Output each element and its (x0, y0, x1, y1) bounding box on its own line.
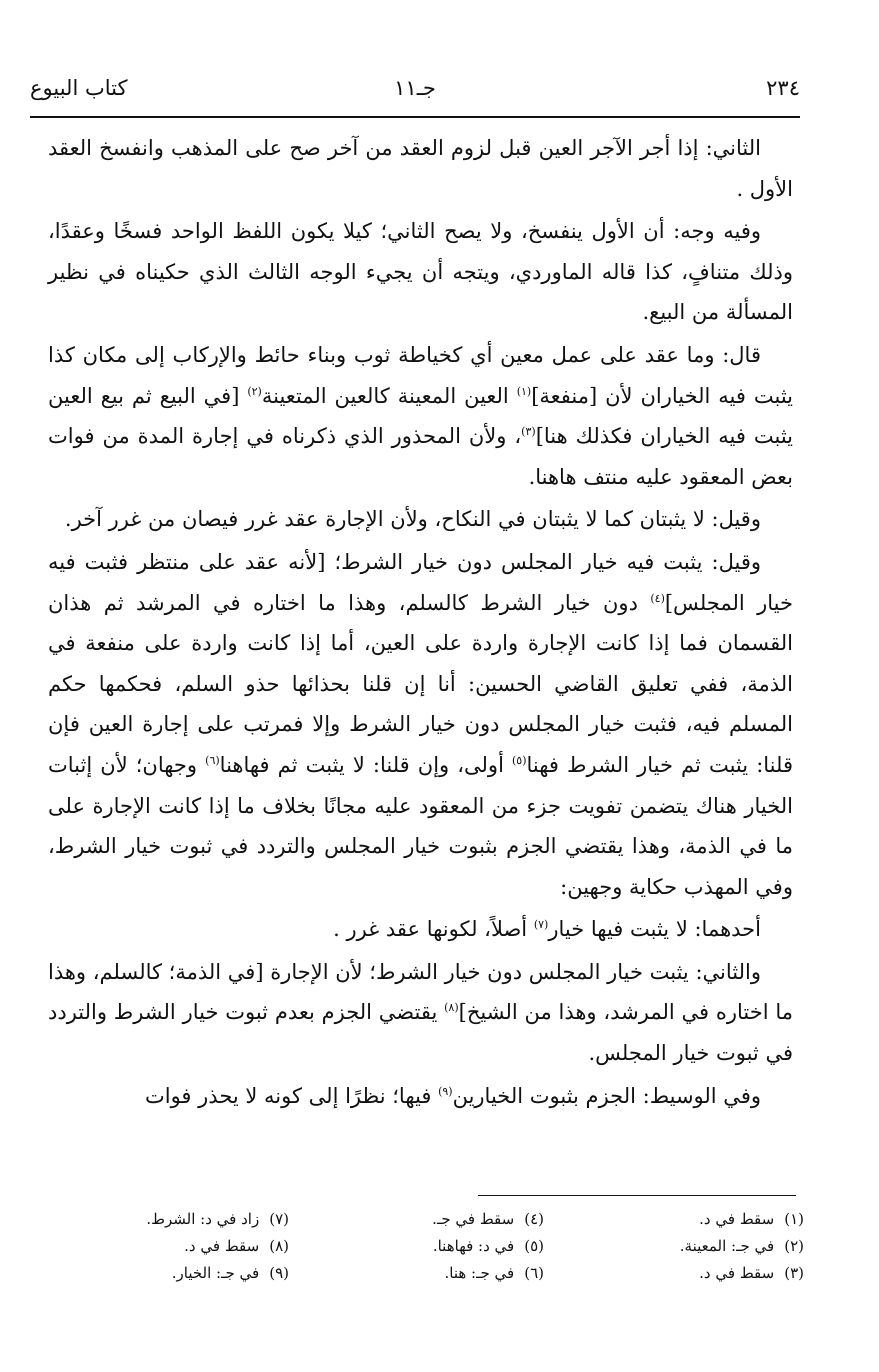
footnote-number: (٢) (784, 1237, 804, 1255)
footnote-text: في جـ: هنا. (444, 1264, 515, 1282)
paragraph (48, 335, 793, 497)
footnote-item (184, 1234, 289, 1258)
paragraph (48, 909, 793, 950)
footnote-text: سقط في د. (184, 1237, 260, 1255)
book-title: كتاب البيوع (30, 76, 128, 100)
footnote-marker: (٧) (533, 918, 549, 932)
text-run: الثاني: إذا أجر الآجر العين قبل لزوم العقد من آخر صح على المذهب وانفسخ العقد الأول . (48, 136, 793, 201)
footnote-number: (٨) (269, 1237, 289, 1255)
text-run: وقيل: لا يثبتان كما لا يثبتان في النكاح، ولأن الإجارة عقد غرر فيصان من غرر آخر. (64, 507, 761, 532)
footnote-text: زاد في د: الشرط. (146, 1210, 260, 1228)
footnote-marker: (٩) (438, 1084, 453, 1098)
footnote-item (172, 1261, 289, 1285)
page-number: ٢٣٤ (766, 76, 800, 100)
running-header (30, 70, 800, 106)
text-run: أصلاً، لكونها عقد غرر . (333, 917, 534, 942)
main-text (48, 128, 793, 1116)
footnote-item (146, 1207, 289, 1231)
footnote-marker: (٥) (512, 753, 527, 767)
footnote-item (699, 1207, 804, 1231)
paragraph (48, 542, 793, 907)
footnote-number: (٥) (524, 1237, 544, 1255)
text-run: وقيل: يثبت فيه خيار المجلس دون خيار الشرط؛ [لأنه عقد على منتظر فثبت فيه خيار المجلس] (48, 549, 793, 615)
footnote-number: (٣) (784, 1264, 804, 1282)
footnote-marker: (٨) (444, 1001, 459, 1015)
footnote-number: (٩) (269, 1264, 289, 1282)
footnote-text: سقط في د. (699, 1210, 775, 1228)
footnote-marker: (٢) (247, 384, 262, 398)
footnotes (104, 1207, 804, 1307)
footnote-item (680, 1234, 804, 1258)
footnote-text: في د: فهاهنا. (432, 1237, 515, 1255)
text-run: ، ولأن المحذور الذي ذكرناه في إجارة المدة من فوات بعض المعقود عليه منتف هاهنا. (48, 424, 793, 489)
text-run: وفيه وجه: أن الأول ينفسخ، ولا يصح الثاني؛ كيلا يكون اللفظ الواحد فسخًا وعقدًا، وذلك متنافٍ، كذا قاله الماوردي، ويتجه أن يجيء الوجه الثالث الذي حكيناه في نظير المسألة من البيع. (48, 219, 793, 325)
text-run: قال: وما عقد على عمل معين أي كخياطة ثوب وبناء حائط والإركاب إلى مكان كذا يثبت فيه الخياران لأن [منفعة] (48, 342, 794, 408)
footnote-number: (١) (784, 1210, 804, 1228)
paragraph (48, 499, 793, 540)
text-run: أحدهما: لا يثبت فيها خيار (548, 917, 761, 942)
footnote-divider (478, 1195, 796, 1196)
text-run: أولى، وإن قلنا: لا يثبت ثم فهاهنا (219, 752, 512, 777)
footnote-item (445, 1261, 545, 1285)
paragraph (48, 211, 793, 333)
footnote-text: سقط في جـ. (432, 1210, 515, 1228)
text-run: فيها؛ نظرًا إلى كونه لا يحذر فوات (144, 1083, 439, 1108)
footnote-marker: (٤) (650, 591, 665, 605)
paragraph (48, 952, 793, 1074)
footnote-marker: (١) (516, 384, 532, 398)
footnote-marker: (٦) (205, 753, 220, 767)
footnote-marker: (٣) (521, 425, 536, 439)
text-run: وفي الوسيط: الجزم بثبوت الخيارين (452, 1083, 761, 1108)
volume-label: جـ١١ (394, 76, 436, 100)
footnote-text: في جـ: الخيار. (171, 1264, 260, 1282)
text-run: والثاني: يثبت خيار المجلس دون خيار الشرط؛ لأن الإجارة [في الذمة؛ كالسلم، وهذا ما اختاره في المرشد، وهذا من الشيخ] (48, 959, 793, 1025)
text-run: يقتضي الجزم بعدم ثبوت خيار الشرط والتردد في ثبوت خيار المجلس. (48, 1000, 793, 1066)
footnote-item (433, 1234, 544, 1258)
text-run: دون خيار الشرط كالسلم، وهذا ما اختاره في المرشد ثم هذان القسمان فما إذا كانت الإجارة واردة على العين، أما إذا كانت واردة على منفعة في الذمة، ففي تعليق القاضي الحسين: أنا إن قلنا بحذائها حذو السلم، فحكمها حكم المسلم فيه، فثبت خيار المجلس دون خيار الشرط وإلا فمرتب على إجارة العين فإن قلنا: يثبت ثم خيار الشرط فهنا (48, 590, 793, 777)
header-divider (30, 116, 800, 118)
footnote-text: سقط في د. (699, 1264, 775, 1282)
footnote-number: (٦) (524, 1264, 544, 1282)
footnote-item (432, 1207, 544, 1231)
footnote-number: (٤) (524, 1210, 544, 1228)
footnote-text: في جـ: المعينة. (679, 1237, 775, 1255)
text-run: [في البيع ثم بيع العين يثبت فيه الخياران فكذلك هنا] (48, 383, 794, 449)
paragraph (48, 1076, 793, 1117)
footnote-number: (٧) (269, 1210, 289, 1228)
paragraph (48, 128, 793, 209)
text-run: العين المعينة كالعين المتعينة (261, 383, 517, 408)
text-run: وجهان؛ لأن إثبات الخيار هناك يتضمن تفويت جزء من المعقود عليه مجانًا بخلاف ما إذا كانت الإجارة على ما في الذمة، وهذا يقتضي الجزم بثبوت خيار المجلس والتردد في ثبوت خيار الشرط، وفي المهذب حكاية وجهين: (48, 752, 793, 899)
footnote-item (699, 1261, 804, 1285)
